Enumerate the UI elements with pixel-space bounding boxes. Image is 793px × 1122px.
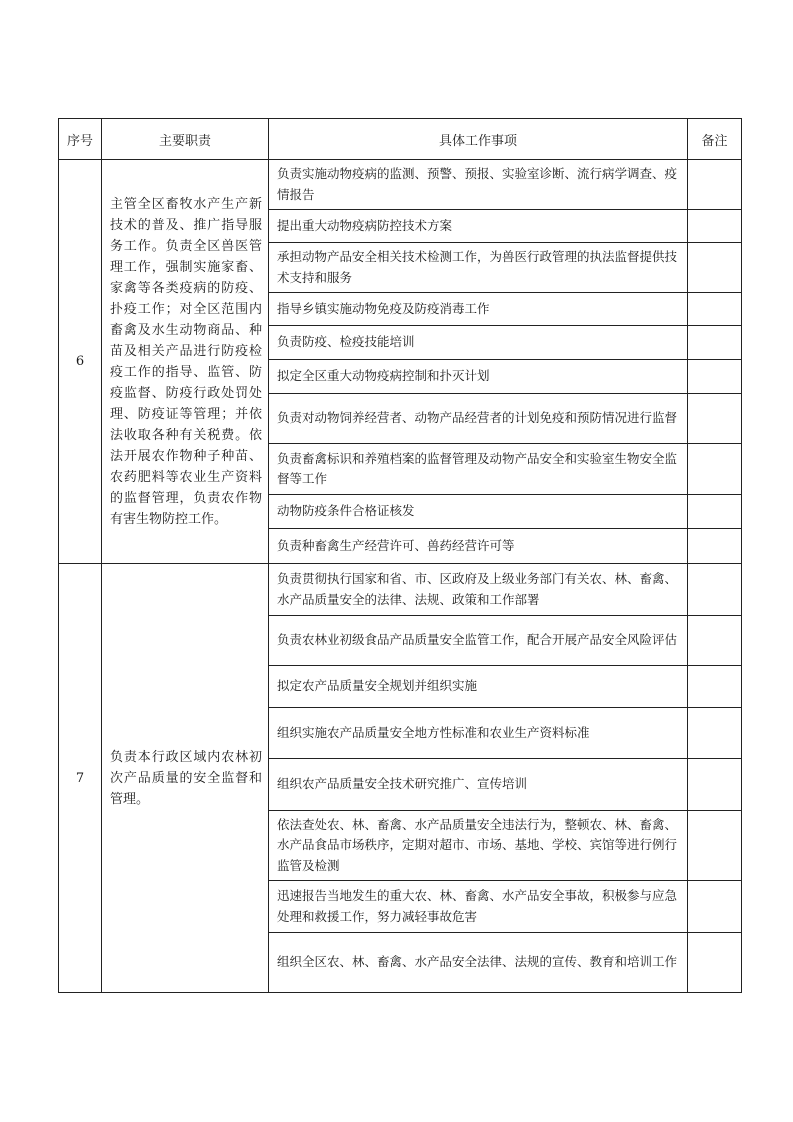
task-cell: 负责种畜禽生产经营许可、兽药经营许可等 (269, 529, 688, 564)
note-cell (688, 360, 742, 394)
note-cell (688, 444, 742, 495)
task-cell: 负责畜禽标识和养殖档案的监督管理及动物产品安全和实验室生物安全监督等工作 (269, 444, 688, 495)
header-duty: 主要职责 (102, 119, 269, 160)
note-cell (688, 160, 742, 210)
table-header-row (59, 119, 742, 160)
task-cell: 负责实施动物疫病的监测、预警、预报、实验室诊断、流行病学调查、疫情报告 (269, 160, 688, 210)
note-cell (688, 564, 742, 616)
note-cell (688, 495, 742, 529)
task-cell: 依法查处农、林、畜禽、水产品质量安全违法行为，整顿农、林、畜禽、水产品食品市场秩序，定期对超市、市场、基地、学校、宾馆等进行例行监管及检测 (269, 811, 688, 881)
header-no: 序号 (59, 119, 102, 160)
task-cell: 组织实施农产品质量安全地方性标准和农业生产资料标准 (269, 708, 688, 759)
note-cell (688, 759, 742, 811)
table-row (59, 564, 742, 616)
table-row (59, 160, 742, 210)
section-number: 7 (59, 564, 102, 993)
task-cell: 承担动物产品安全相关技术检测工作，为兽医行政管理的执法监督提供技术支持和服务 (269, 243, 688, 293)
note-cell (688, 529, 742, 564)
note-cell (688, 243, 742, 293)
section-duty: 主管全区畜牧水产生产新技术的普及、推广指导服务工作。负责全区兽医管理工作，强制实施家畜、家禽等各类疫病的防疫、扑疫工作；对全区范围内畜禽及水生动物商品、种苗及相关产品进行防疫检疫工作的指导、监管、防疫监督、防疫行政处罚处理、防疫证等管理；并依法收取各种有关税费。依法开展农作物种子种苗、农药肥料等农业生产资料的监督管理，负责农作物有害生物防控工作。 (102, 160, 269, 564)
task-cell: 负责农林业初级食品产品质量安全监管工作，配合开展产品安全风险评估 (269, 616, 688, 666)
note-cell (688, 708, 742, 759)
note-cell (688, 394, 742, 444)
task-cell: 负责对动物饲养经营者、动物产品经营者的计划免疫和预防情况进行监督 (269, 394, 688, 444)
task-cell: 拟定全区重大动物疫病控制和扑灭计划 (269, 360, 688, 394)
duty-table (58, 118, 742, 993)
note-cell (688, 811, 742, 881)
note-cell (688, 616, 742, 666)
note-cell (688, 933, 742, 993)
note-cell (688, 881, 742, 933)
note-cell (688, 666, 742, 708)
task-cell: 指导乡镇实施动物免疫及防疫消毒工作 (269, 293, 688, 326)
note-cell (688, 293, 742, 326)
header-task: 具体工作事项 (269, 119, 688, 160)
note-cell (688, 210, 742, 243)
task-cell: 动物防疫条件合格证核发 (269, 495, 688, 529)
task-cell: 迅速报告当地发生的重大农、林、畜禽、水产品安全事故，积极参与应急处理和救援工作，努力减轻事故危害 (269, 881, 688, 933)
note-cell (688, 326, 742, 360)
task-cell: 提出重大动物疫病防控技术方案 (269, 210, 688, 243)
task-cell: 负责贯彻执行国家和省、市、区政府及上级业务部门有关农、林、畜禽、水产品质量安全的法律、法规、政策和工作部署 (269, 564, 688, 616)
section-duty: 负责本行政区域内农林初次产品质量的安全监督和管理。 (102, 564, 269, 993)
task-cell: 组织全区农、林、畜禽、水产品安全法律、法规的宣传、教育和培训工作 (269, 933, 688, 993)
header-note: 备注 (688, 119, 742, 160)
task-cell: 负责防疫、检疫技能培训 (269, 326, 688, 360)
task-cell: 拟定农产品质量安全规划并组织实施 (269, 666, 688, 708)
task-cell: 组织农产品质量安全技术研究推广、宣传培训 (269, 759, 688, 811)
section-number: 6 (59, 160, 102, 564)
